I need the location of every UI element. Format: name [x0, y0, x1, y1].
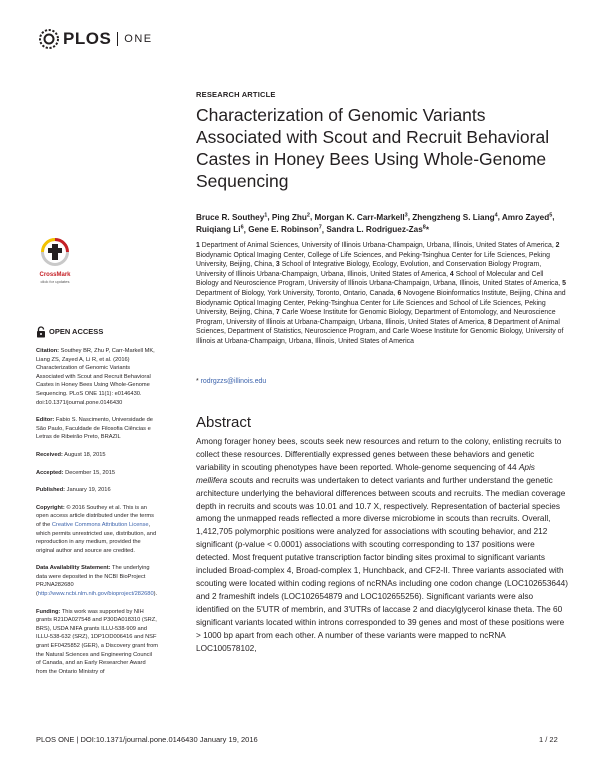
author[interactable]: Ruiqiang Li$^6$: [196, 224, 244, 235]
license-link[interactable]: Creative Commons Attribution License: [51, 521, 149, 528]
sidebar: [36, 326, 158, 685]
author[interactable]: Gene E. Robinson$^7$: [248, 224, 322, 235]
author[interactable]: Amro Zayed$^5$: [501, 212, 553, 222]
author[interactable]: Morgan K. Carr-Markell$^3$: [314, 212, 408, 222]
footer-citation: PLOS ONE | DOI:10.1371/journal.pone.0146430 January 19, 2016: [36, 735, 258, 744]
citation: Citation: Southey BR, Zhu P, Carr-Markell MK, Liang ZS, Zayed A, Li R, et al. (2016) Characterization of Genomic Variants Associated with Scout and Recruit Behavioral Castes in Honey Bees Using Whole-Genome Sequencing. PLoS ONE 11(1): e0146430. doi:10.1371/journal.pone.0146430: [36, 348, 155, 406]
author[interactable]: Sandra L. Rodriguez-Zas$^8$: [326, 224, 426, 235]
open-access-badge: OPEN ACCESS: [36, 326, 158, 338]
page-number: 1 / 22: [539, 735, 558, 744]
article-type: RESEARCH ARTICLE: [196, 90, 276, 99]
plos-logo-icon: [38, 28, 60, 50]
crossmark-sublabel: click for updates: [40, 279, 70, 284]
accepted-date: Accepted: December 15, 2015: [36, 469, 116, 476]
abstract-text: Among forager honey bees, scouts seek new resources and return to the colony, enlisting recruits to collect these resources. Differentially expressed genes between these behaviors and genetic variability in scouting phenotypes have been reported. Whole-genome sequencing of 44 Apis mellifera scouts and recruits was undertaken to detect variants and further understand the genetic architecture underlying the behavioral differences between scouts and recruits. The median coverage depth in recruits and scouts was 10.01 and 10.7 X, respectively. Representation of bacterial species among the unmapped reads reflected a more diverse microbiome in scouts than recruits. Overall, 1,412,705 polymorphic positions were analyzed for associations with scouting behavior, and 212 significant (p-value < 0.0001) associations with scouting corresponding to 137 positions were detected. Most frequent putative transcription factor binding sites proximal to significant variants included Broad-complex 4, Broad-complex 1, Hunchback, and CF2-II. Three variants associated with scouting were located within coding regions of ncRNAs including one codon change (LOC102653644) and 2 frameshift indels (LOC102654879 and LOC102655256). Significant variants were also identified on the 5'UTR of membrin, and 3'UTRs of laccase 2 and diacylglycerol kinase theta. The 60 significant variants located within introns corresponded to 39 genes and most of these positions were > 1000 bp apart from each other. A number of these variants were mapped to ncRNA LOC100578102,: [196, 437, 568, 653]
author-list: Bruce R. Southey$^1$, Ping Zhu$^2$, Morgan K. Carr-Markell$^3$, Zhengzheng S. Liang$^4$, Amro Zayed$^5$, Ruiqiang Li$^6$, Gene E. Robinson$^7$, Sandra L. Rodriguez-Zas$^8$*: [196, 212, 555, 235]
correspondence: * rodrgzzs@illinois.edu: [196, 378, 267, 385]
crossmark-icon: [41, 238, 69, 266]
copyright: Copyright: © 2016 Southey et al. This is an open access article distributed under the terms of the Creative Commons Attribution License, which permits unrestricted use, distribution, and reproduction in any medium, provided the original author and source are credited.: [36, 504, 157, 554]
logo-divider: [117, 32, 118, 46]
crossmark-label: CrossMark: [39, 272, 71, 278]
abstract-heading: Abstract: [196, 414, 252, 431]
published-date: Published: January 19, 2016: [36, 487, 111, 494]
journal-logo[interactable]: [38, 28, 153, 50]
article-title: Characterization of Genomic Variants Associated with Scout and Recruit Behavioral Castes in Honey Bees Using Whole-Genome Sequencing: [196, 105, 550, 191]
affiliations: 1 Department of Animal Sciences, University of Illinois Urbana-Champaign, Urbana, Illinois, United States of America, 2 Biodynamic Optical Imaging Center, College of Life Sciences, and Peking-Tsinghua Center for Life Sciences, Peking University, Beijing, China, 3 School of Integrative Biology, Ecology, Evolution, and Conservation Biology Program, University of Illinois Urbana-Champaign, Urbana, Illinois, United States of America, 4 School of Molecular and Cell Biology and Neuroscience Program, University of Illinois Urbana-Champaign, Urbana, Illinois, United States of America, 5 Department of Biology, York University, Toronto, Ontario, Canada, 6 Novogene Bioinformatics Institute, Beijing, China and Biodynamic Optical Imaging Center, Peking-Tsinghua Center for Life Sciences and School of Life Sciences, Peking University, Beijing, China, 7 Carle Woese Institute for Genomic Biology, Department of Entomology, and Neuroscience Program, University of Illinois at Urbana-Champaign, Urbana, Illinois, United States of America, 8 Department of Animal Sciences, Department of Statistics, Neuroscience Program, and Carle Woese Institute for Genomic Biology, University of Illinois at Urbana-Champaign, Urbana, Illinois, United States of America: [196, 242, 566, 345]
author[interactable]: Bruce R. Southey$^1$: [196, 212, 268, 222]
bioproject-link[interactable]: http://www.ncbi.nlm.nih.gov/bioproject/282680: [37, 591, 154, 598]
funding: Funding: This work was supported by NIH grants R21DA027548 and P30DA018310 (SRZ, BRS), USDA NIFA grants ILLU-538-909 and ILLU-538-632 (SRZ), 1DP1OD006416 and NSF grant EF0425852 (GER), a Discovery grant from the Natural Sciences and Engineering Council of Canada, and an Early Researcher Award from the Ontario Ministry of: [36, 608, 159, 675]
logo-subtext: ONE: [124, 33, 153, 45]
logo-text: PLOS: [63, 29, 112, 48]
editor: Editor: Fabio S. Nascimento, Universidade de São Paulo, Faculdade de Filosofia Ciências e Letras de Ribeirão Preto, BRAZIL: [36, 417, 153, 441]
email-link[interactable]: rodrgzzs@illinois.edu: [200, 378, 267, 385]
data-availability: Data Availability Statement: The underlying data were deposited in the NCBI BioProject PRJNA282680 (http://www.ncbi.nlm.nih.gov/bioproject/282680).: [36, 565, 158, 598]
author[interactable]: Ping Zhu$^2$: [271, 212, 310, 222]
author[interactable]: Zhengzheng S. Liang$^4$: [412, 212, 498, 222]
received-date: Received: August 18, 2015: [36, 451, 106, 458]
open-lock-icon: [36, 326, 46, 338]
crossmark-badge[interactable]: [36, 238, 74, 284]
